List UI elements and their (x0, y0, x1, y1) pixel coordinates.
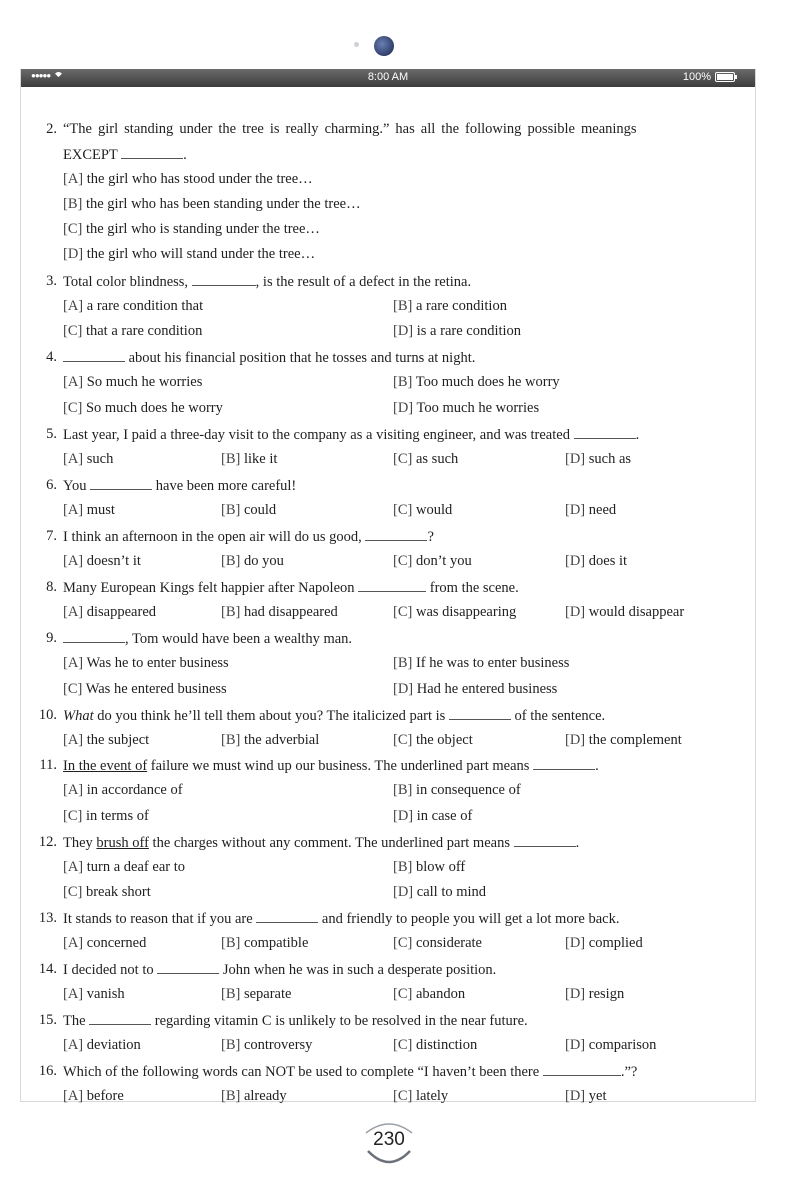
page-number: 230 (373, 1129, 405, 1150)
option-d[interactable]: [D] in case of (393, 808, 473, 824)
question-text: , Tom would have been a wealthy man. (63, 630, 352, 648)
option-b[interactable]: [B] do you (221, 553, 284, 569)
question-text: Last year, I paid a three-day visit to the company as a visiting engineer, and was treated . (63, 427, 640, 443)
question-number: 13. (38, 910, 57, 926)
option-a[interactable]: [A] must (63, 502, 115, 518)
option-d[interactable]: [D] the girl who will stand under the tree… (63, 246, 316, 262)
question-text: The regarding vitamin C is unlikely to be resolved in the near future. (63, 1013, 528, 1029)
question-number: 11. (39, 757, 57, 773)
option-d[interactable]: [D] the complement (565, 732, 682, 748)
question-number: 4. (46, 349, 57, 365)
option-c[interactable]: [C] would (393, 502, 453, 518)
option-a[interactable]: [A] turn a deaf ear to (63, 859, 185, 875)
question-text: I decided not to John when he was in such a desperate position. (63, 962, 497, 978)
page-number-badge (360, 1113, 418, 1169)
option-c[interactable]: [C] considerate (393, 935, 482, 951)
battery-indicator (683, 71, 735, 83)
option-c[interactable]: [C] the girl who is standing under the tree… (63, 221, 320, 237)
question-number: 5. (46, 426, 57, 442)
option-a[interactable]: [A] before (63, 1088, 124, 1104)
question-number: 7. (46, 528, 57, 544)
status-bar (21, 69, 755, 87)
option-d[interactable]: [D] call to mind (393, 884, 487, 900)
option-d[interactable]: [D] resign (565, 986, 625, 1002)
question-number: 9. (46, 630, 57, 646)
camera-icon (374, 36, 394, 56)
option-b[interactable]: [B] could (221, 502, 277, 518)
question-text: They brush off the charges without any comment. The underlined part means . (63, 835, 580, 851)
battery-percent: 100% (682, 71, 711, 83)
question-number: 12. (38, 834, 57, 850)
status-time: 8:00 AM (367, 71, 409, 83)
option-d[interactable]: [D] comparison (565, 1037, 657, 1053)
option-a[interactable]: [A] concerned (63, 935, 147, 951)
option-c[interactable]: [C] abandon (393, 986, 466, 1002)
option-a[interactable]: [A] So much he worries (63, 374, 203, 390)
option-a[interactable]: [A] doesn’t it (63, 553, 141, 569)
option-b[interactable]: [B] the girl who has been standing under the tree… (63, 196, 361, 212)
option-b[interactable]: [B] compatible (221, 935, 309, 951)
option-c[interactable]: [C] that a rare condition (63, 323, 203, 339)
question-number: 15. (38, 1012, 57, 1028)
option-d[interactable]: [D] Too much he worries (393, 400, 540, 416)
option-d[interactable]: [D] Had he entered business (393, 681, 558, 697)
option-b[interactable]: [B] If he was to enter business (393, 655, 570, 671)
question-text: Which of the following words can NOT be used to complete “I haven’t been there .”? (63, 1064, 638, 1080)
option-b[interactable]: [B] in consequence of (393, 782, 521, 798)
option-c[interactable]: [C] was disappearing (393, 604, 517, 620)
option-a[interactable]: [A] the girl who has stood under the tree… (63, 171, 313, 187)
option-b[interactable]: [B] separate (221, 986, 292, 1002)
question-text: You have been more careful! (63, 478, 297, 494)
option-c[interactable]: [C] lately (393, 1088, 449, 1104)
option-d[interactable]: [D] is a rare condition (393, 323, 522, 339)
option-a[interactable]: [A] in accordance of (63, 782, 183, 798)
option-d[interactable]: [D] need (565, 502, 617, 518)
option-c[interactable]: [C] break short (63, 884, 151, 900)
question-text: about his financial position that he tosses and turns at night. (63, 349, 475, 367)
signal-icon: ●●●●● (31, 71, 51, 80)
option-b[interactable]: [B] like it (221, 451, 278, 467)
question-number: 2. (46, 121, 57, 137)
question-text: It stands to reason that if you are and friendly to people you will get a lot more back. (63, 911, 620, 927)
question-number: 6. (46, 477, 57, 493)
option-b[interactable]: [B] had disappeared (221, 604, 338, 620)
tablet-screen (20, 69, 756, 1102)
option-b[interactable]: [B] blow off (393, 859, 466, 875)
option-d[interactable]: [D] yet (565, 1088, 607, 1104)
option-a[interactable]: [A] vanish (63, 986, 125, 1002)
option-a[interactable]: [A] such (63, 451, 114, 467)
option-a[interactable]: [A] the subject (63, 732, 150, 748)
option-c[interactable]: [C] don’t you (393, 553, 472, 569)
question-number: 16. (38, 1063, 57, 1079)
option-a[interactable]: [A] Was he to enter business (63, 655, 229, 671)
option-a[interactable]: [A] deviation (63, 1037, 141, 1053)
option-a[interactable]: [A] a rare condition that (63, 298, 204, 314)
option-c[interactable]: [C] So much does he worry (63, 400, 223, 416)
option-b[interactable]: [B] Too much does he worry (393, 374, 560, 390)
option-d[interactable]: [D] complied (565, 935, 643, 951)
device-camera-area (0, 32, 800, 62)
question-text: “The girl standing under the tree is really charming.” has all the following possible meanings (63, 121, 637, 137)
option-d[interactable]: [D] such as (565, 451, 632, 467)
option-a[interactable]: [A] disappeared (63, 604, 157, 620)
option-c[interactable]: [C] distinction (393, 1037, 478, 1053)
battery-icon (715, 72, 735, 82)
option-c[interactable]: [C] the object (393, 732, 473, 748)
question-text: Total color blindness, , is the result of a defect in the retina. (63, 274, 472, 290)
sensor-dot (354, 42, 359, 47)
option-b[interactable]: [B] controversy (221, 1037, 313, 1053)
option-d[interactable]: [D] does it (565, 553, 628, 569)
question-number: 14. (38, 961, 57, 977)
option-c[interactable]: [C] Was he entered business (63, 681, 227, 697)
question-number: 10. (38, 707, 57, 723)
option-c[interactable]: [C] in terms of (63, 808, 149, 824)
question-text-2: EXCEPT . (63, 147, 187, 163)
option-b[interactable]: [B] the adverbial (221, 732, 320, 748)
option-b[interactable]: [B] already (221, 1088, 287, 1104)
option-c[interactable]: [C] as such (393, 451, 459, 467)
option-d[interactable]: [D] would disappear (565, 604, 685, 620)
option-b[interactable]: [B] a rare condition (393, 298, 507, 314)
question-number: 8. (46, 579, 57, 595)
question-text: I think an afternoon in the open air will do us good, ? (63, 529, 434, 545)
question-text: What do you think he’ll tell them about you? The italicized part is of the sentence. (63, 708, 606, 724)
question-number: 3. (46, 273, 57, 289)
question-text: Many European Kings felt happier after Napoleon from the scene. (63, 580, 519, 596)
question-text: In the event of failure we must wind up our business. The underlined part means . (63, 758, 599, 774)
